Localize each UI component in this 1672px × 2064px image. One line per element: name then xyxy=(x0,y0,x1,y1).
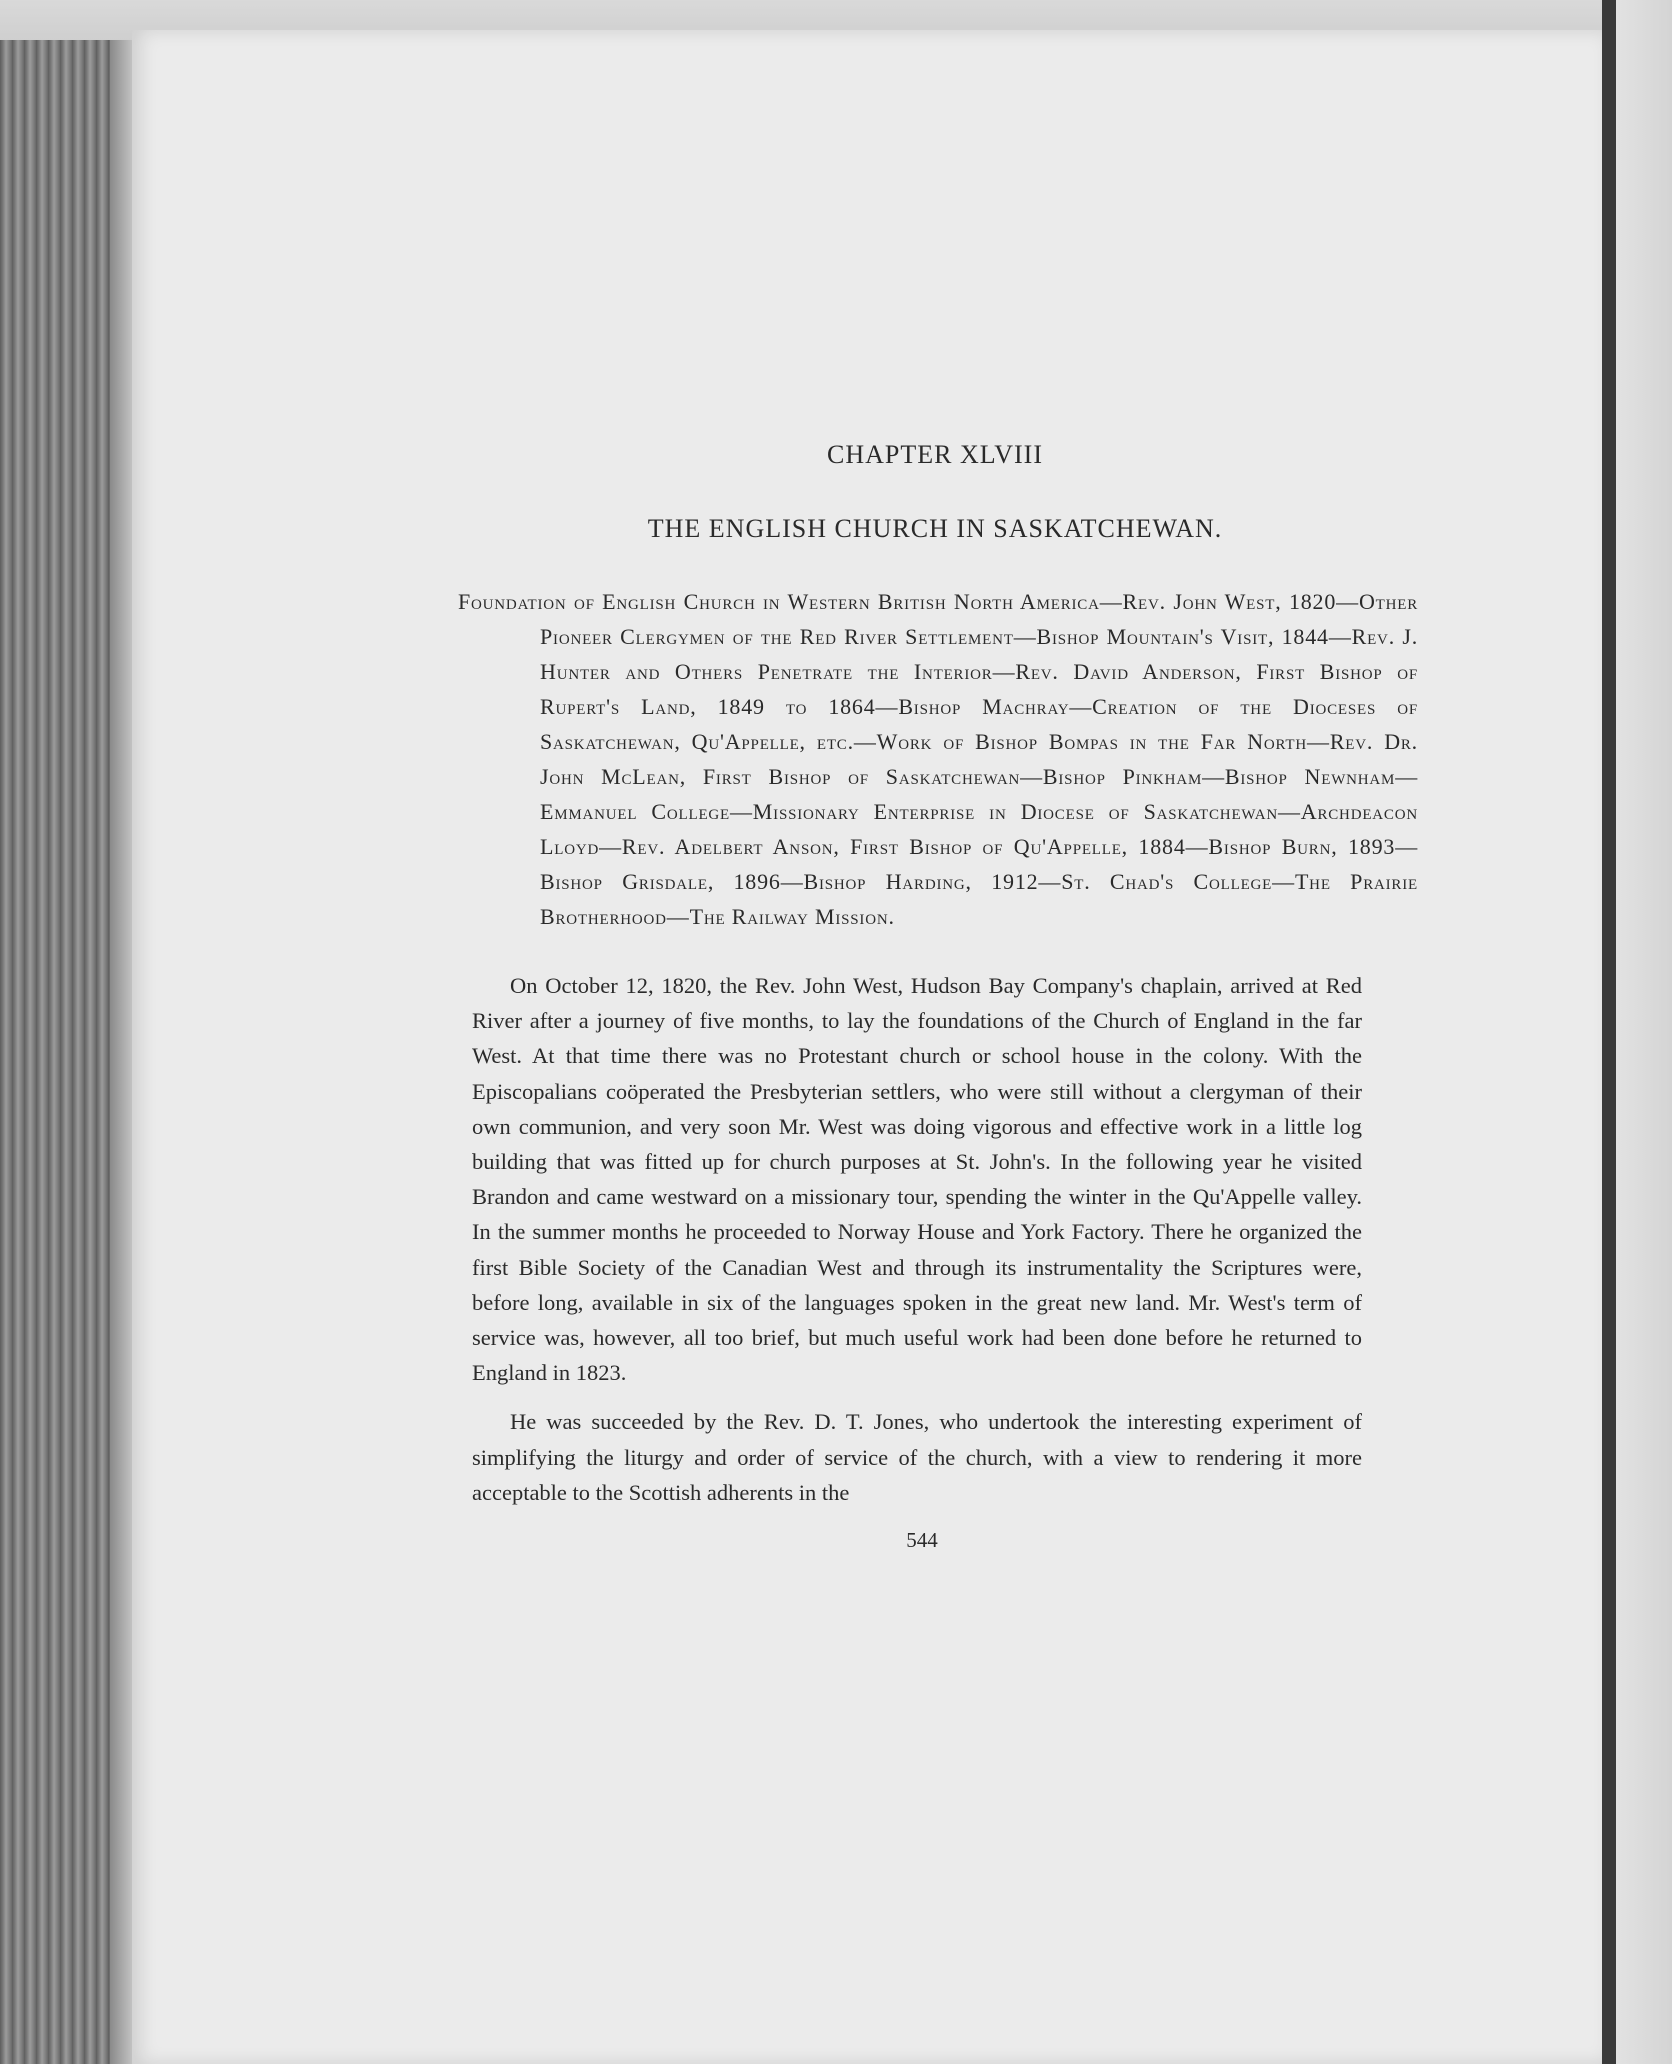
page-gap-shadow xyxy=(1602,0,1616,2064)
page-content xyxy=(458,440,1418,1553)
page-number: 544 xyxy=(906,1528,938,1553)
facing-page-edge xyxy=(1616,0,1672,2064)
chapter-synopsis: Foundation of English Church in Western British North America—Rev. John West, 1820—Other Pioneer Clergymen of the Red River Settlement—Bishop Mountain's Visit, 1844—Rev. J. Hunter and Others Penetrate the Interior—Rev. David Anderson, First Bishop of Rupert's Land, 1849 to 1864—Bishop Machray—Creation of the Dioceses of Saskatchewan, Qu'Appelle, etc.—Work of Bishop Bompas in the Far North—Rev. Dr. John McLean, First Bishop of Saskatchewan—Bishop Pinkham—Bishop Newnham—Emmanuel College—Missionary Enterprise in Diocese of Saskatchewan—Archdeacon Lloyd—Rev. Adelbert Anson, First Bishop of Qu'Appelle, 1884—Bishop Burn, 1893—Bishop Grisdale, 1896—Bishop Harding, 1912—St. Chad's College—The Prairie Brotherhood—The Railway Mission. xyxy=(458,589,1418,929)
body-text xyxy=(472,968,1362,1510)
paragraph: On October 12, 1820, the Rev. John West, Hudson Bay Company's chaplain, arrived at Red River after a journey of five months, to lay the foundations of the Church of England in the far West. At that time there was no Protestant church or school house in the colony. With the Episcopalians coöperated the Presbyterian settlers, who were still without a clergyman of their own communion, and very soon Mr. West was doing vigorous and effective work in a little log building that was fitted up for church purposes at St. John's. In the following year he visited Brandon and came westward on a missionary tour, spending the winter in the Qu'Appelle valley. In the summer months he proceeded to Norway House and York Factory. There he organized the first Bible Society of the Canadian West and through its instrumentality the Scriptures were, before long, available in six of the languages spoken in the great new land. Mr. West's term of service was, however, all too brief, but much useful work had been done before he returned to England in 1823. xyxy=(472,973,1362,1386)
chapter-title: THE ENGLISH CHURCH IN SASKATCHEWAN. xyxy=(647,514,1223,543)
paragraph: He was succeeded by the Rev. D. T. Jones, who undertook the interesting experiment of simplifying the liturgy and order of service of the church, with a view to rendering it more acceptable to the Scottish adherents in the xyxy=(472,1409,1362,1505)
chapter-number: CHAPTER XLVIII xyxy=(827,440,1043,469)
